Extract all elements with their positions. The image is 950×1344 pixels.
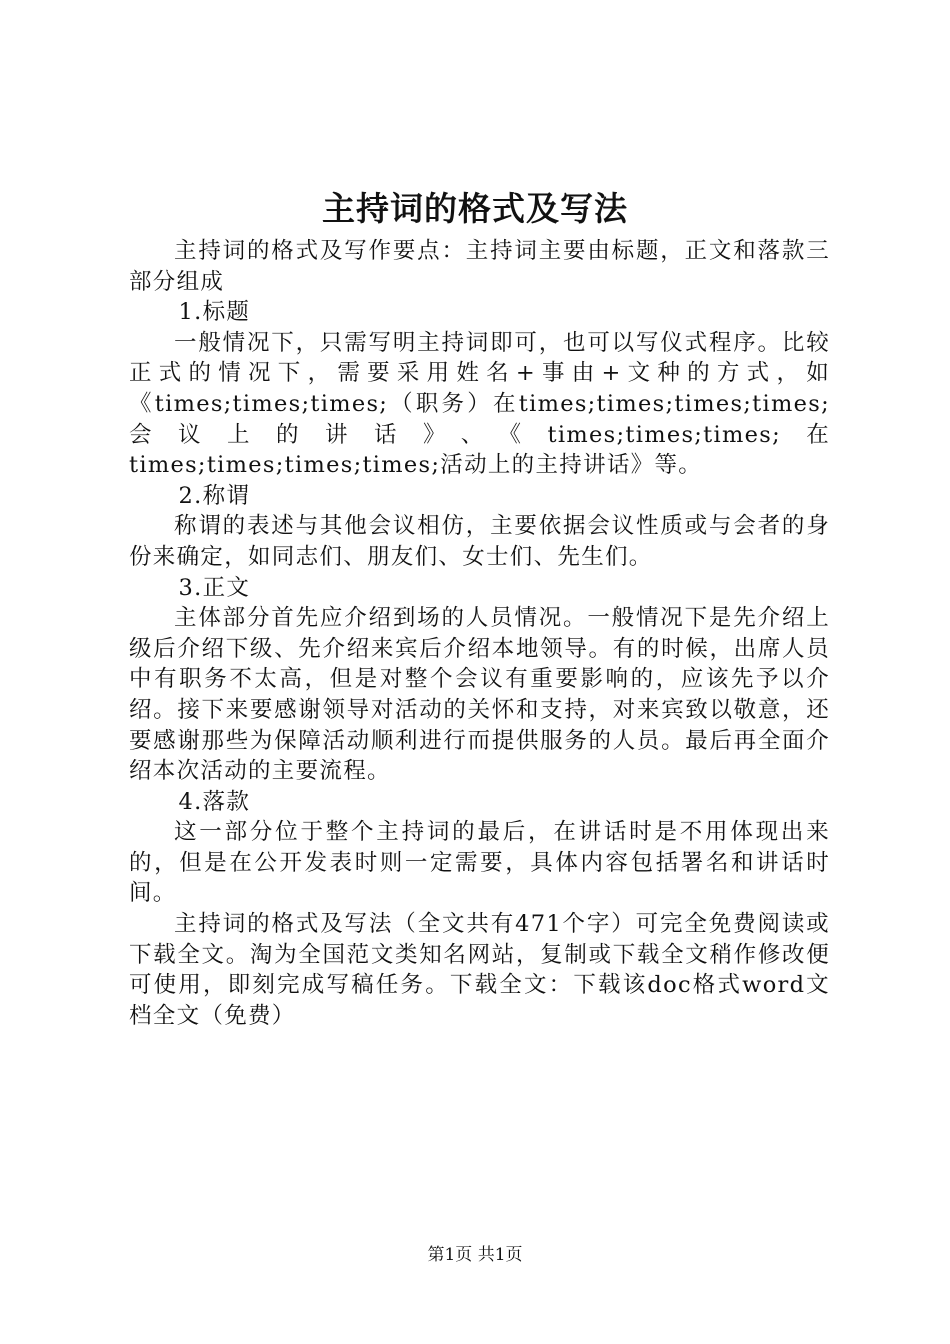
salutation-section-paragraph: 称谓的表述与其他会议相仿，主要依据会议性质或与会者的身份来确定，如同志们、朋友们、女士们、先生们。 — [129, 513, 830, 570]
body-section-paragraph: 主体部分首先应介绍到场的人员情况。一般情况下是先介绍上级后介绍下级、先介绍来宾后介绍本地领导。有的时候，出席人员中有职务不太高，但是对整个会议有重要影响的，应该先予以介绍。接下来要感谢领导对活动的关怀和支持，对来宾致以敬意，还要感谢那些为保障活动顺利进行而提供服务的人员。最后再全面介绍本次活动的主要流程。 — [129, 605, 830, 785]
document-title: 主持词的格式及写法 — [322, 189, 628, 228]
section-heading-body: 3.正文 — [178, 574, 251, 601]
download-note-paragraph: 主持词的格式及写法（全文共有471个字）可完全免费阅读或下载全文。淘为全国范文类知名网站，复制或下载全文稍作修改便可使用，即刻完成写稿任务。下载全文：下载该doc格式word文档全文（免费） — [129, 911, 830, 1029]
signature-section-paragraph: 这一部分位于整个主持词的最后，在讲话时是不用体现出来的，但是在公开发表时则一定需要，具体内容包括署名和讲话时间。 — [129, 819, 830, 907]
section-heading-salutation: 2.称谓 — [178, 482, 251, 509]
intro-paragraph: 主持词的格式及写作要点：主持词主要由标题，正文和落款三部分组成 — [129, 238, 830, 295]
document-body — [129, 236, 830, 1031]
title-section-paragraph: 一般情况下，只需写明主持词即可，也可以写仪式程序。比较正式的情况下，需要采用姓名+事由+文种的方式，如《times;times;times;（职务）在times;times;times;times;会议上的讲话》、《times;times;times;在times;times;times;times;活动上的主持讲话》等。 — [129, 329, 830, 479]
section-heading-title: 1.标题 — [178, 299, 251, 326]
page-number-footer: 第1页 共1页 — [427, 1245, 523, 1265]
section-heading-signature: 4.落款 — [178, 788, 251, 815]
